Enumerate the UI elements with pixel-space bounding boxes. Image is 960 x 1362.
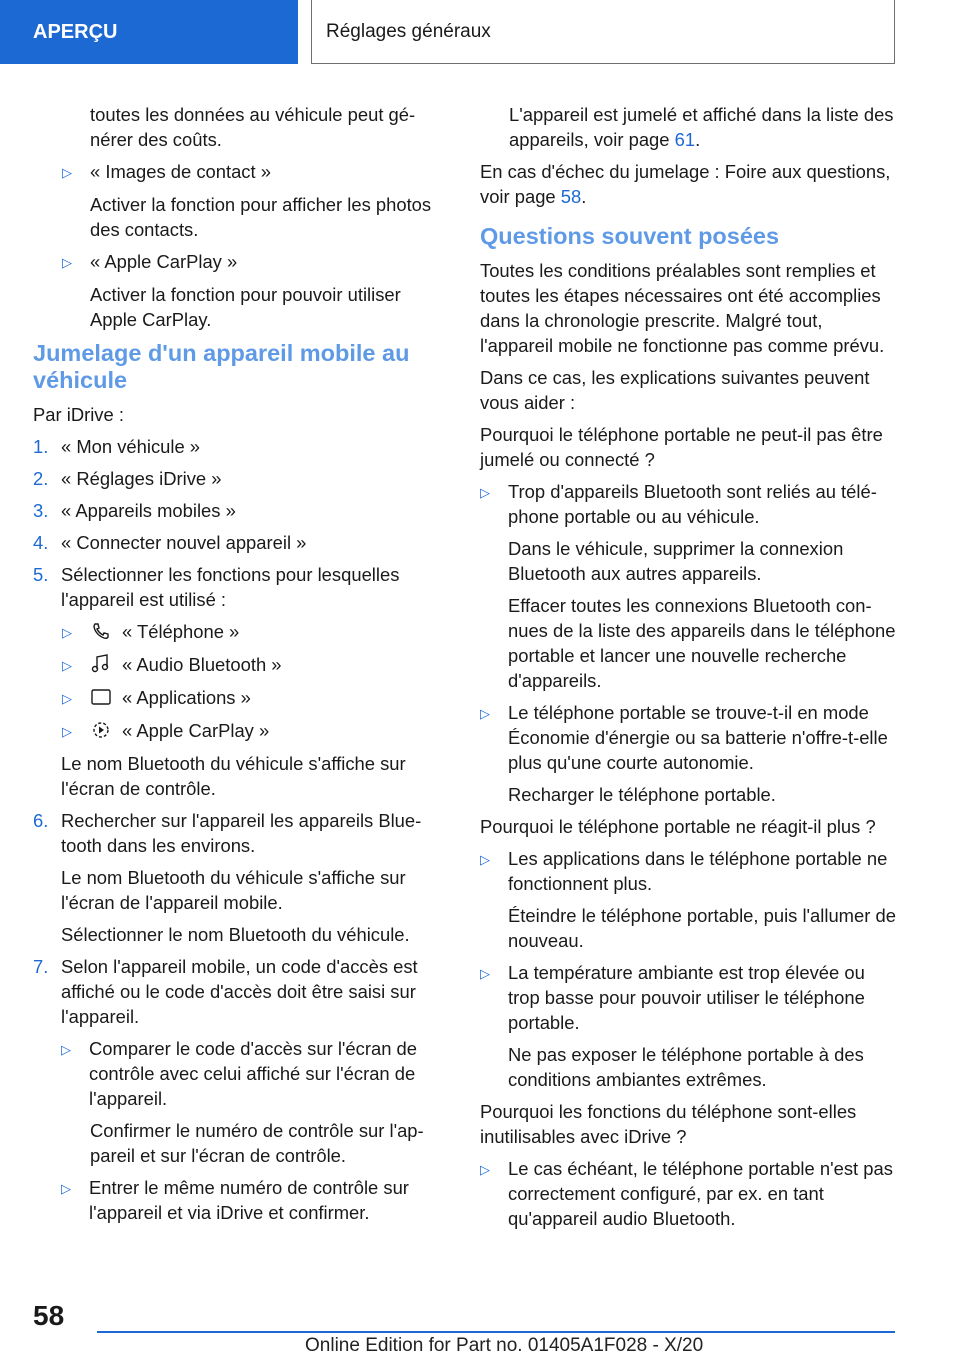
answer-detail: Ne pas exposer le téléphone portable à des conditions ambiantes extrêmes. bbox=[508, 1044, 864, 1090]
option-title: « Images de contact » bbox=[90, 161, 271, 182]
footer-rule bbox=[97, 1331, 895, 1333]
music-note-icon bbox=[90, 654, 116, 674]
function-item-applications bbox=[33, 685, 451, 711]
page-number: 58 bbox=[33, 1300, 65, 1331]
bullet-triangle-icon: ▷ bbox=[480, 485, 490, 500]
faq-answer bbox=[480, 1156, 898, 1231]
phone-icon bbox=[90, 621, 116, 641]
answer-text: Trop d'appareils Bluetooth sont reliés au téléphone portable ou au véhicule. bbox=[508, 481, 877, 527]
step-number: 3. bbox=[33, 500, 49, 521]
faq-question: Pourquoi le téléphone portable ne peut-il pas être jumelé ou connecté ? bbox=[480, 424, 883, 470]
bullet-triangle-icon: ▷ bbox=[62, 625, 72, 640]
page-link-58[interactable]: 58 bbox=[560, 186, 582, 207]
step-text: « Mon véhicule » bbox=[61, 436, 201, 457]
bullet-triangle-icon: ▷ bbox=[61, 1181, 71, 1196]
step-number: 4. bbox=[33, 532, 49, 553]
step-item bbox=[33, 434, 451, 459]
bullet-triangle-icon: ▷ bbox=[480, 1162, 490, 1177]
left-column bbox=[33, 102, 451, 1232]
option-title: Comparer le code d'accès sur l'écran de contrôle avec celui affiché sur l'écran de l'appareil. bbox=[89, 1038, 417, 1109]
step-item bbox=[33, 498, 451, 523]
bullet-triangle-icon: ▷ bbox=[62, 255, 72, 270]
function-label: « Téléphone » bbox=[122, 621, 240, 642]
function-item-carplay bbox=[33, 718, 451, 744]
faq-question: Pourquoi le téléphone portable ne réagit-il plus ? bbox=[480, 816, 876, 837]
function-item-audio bbox=[33, 652, 451, 678]
option-title: « Apple CarPlay » bbox=[90, 251, 238, 272]
bullet-triangle-icon: ▷ bbox=[62, 691, 72, 706]
function-item-phone bbox=[33, 619, 451, 645]
answer-text: La température ambiante est trop élevée ou trop basse pour pouvoir utiliser le téléphone portable. bbox=[508, 962, 865, 1033]
step-number: 5. bbox=[33, 564, 49, 585]
step-item bbox=[33, 562, 451, 612]
continued-text: toutes les données au véhicule peut générer des coûts. bbox=[90, 104, 416, 150]
option-description: Activer la fonction pour afficher les photos des contacts. bbox=[90, 194, 432, 240]
bullet-triangle-icon: ▷ bbox=[480, 706, 490, 721]
section-tab-label: APERÇU bbox=[33, 20, 118, 43]
option-apple-carplay bbox=[33, 249, 451, 275]
applications-icon bbox=[90, 687, 116, 707]
punct: . bbox=[695, 129, 701, 150]
bullet-triangle-icon: ▷ bbox=[62, 724, 72, 739]
section-heading-faq: Questions souvent posées bbox=[480, 223, 780, 249]
faq-intro: Toutes les conditions préalables sont remplies et toutes les étapes nécessaires ont été accomplies dans la chronologie prescrite. Malgré tout, l'appareil mobile ne fonctionne pas comme prévu. bbox=[480, 260, 885, 356]
step6-note: Le nom Bluetooth du véhicule s'affiche sur l'écran de l'appareil mobile. bbox=[61, 867, 406, 913]
step-text: Sélectionner les fonctions pour lesquelles l'appareil est utilisé : bbox=[61, 564, 400, 610]
bullet-triangle-icon: ▷ bbox=[62, 658, 72, 673]
section-tab[interactable] bbox=[0, 0, 298, 64]
carplay-icon bbox=[90, 720, 116, 740]
function-label: « Applications » bbox=[122, 687, 251, 708]
chapter-title-label: Réglages généraux bbox=[326, 20, 491, 42]
function-label: « Apple CarPlay » bbox=[122, 720, 270, 741]
footer-edition: Online Edition for Part no. 01405A1F028 - X/20 bbox=[305, 1335, 704, 1356]
answer-detail: Dans le véhicule, supprimer la connexion Bluetooth aux autres appareils. bbox=[508, 538, 844, 584]
answer-detail: Éteindre le téléphone portable, puis l'allumer de nouveau. bbox=[508, 905, 896, 951]
answer-detail: Effacer toutes les connexions Bluetooth connues de la liste des appareils dans le téléphone portable et lancer une nouvelle recherche d'appareils. bbox=[508, 595, 896, 691]
answer-text: Le cas échéant, le téléphone portable n'est pas correctement configuré, par ex. en tant qu'appareil audio Bluetooth. bbox=[508, 1158, 893, 1229]
step-item bbox=[33, 466, 451, 491]
faq-intro: Dans ce cas, les explications suivantes peuvent vous aider : bbox=[480, 367, 870, 413]
right-column bbox=[480, 102, 898, 1238]
bullet-triangle-icon: ▷ bbox=[61, 1042, 71, 1057]
step-item bbox=[33, 530, 451, 555]
step-text: « Réglages iDrive » bbox=[61, 468, 222, 489]
step6-note: Sélectionner le nom Bluetooth du véhicule. bbox=[61, 924, 410, 945]
answer-detail: Recharger le téléphone portable. bbox=[508, 784, 776, 805]
answer-text: Le téléphone portable se trouve-t-il en mode Économie d'énergie ou sa batterie n'offre-t-elle plus qu'une courte autonomie. bbox=[508, 702, 888, 773]
faq-answer bbox=[480, 700, 898, 775]
step-number: 6. bbox=[33, 810, 49, 831]
punct: . bbox=[581, 186, 587, 207]
option-title: Entrer le même numéro de contrôle sur l'appareil et via iDrive et confirmer. bbox=[89, 1177, 409, 1223]
section-heading-pairing: Jumelage d'un appareil mobile au véhicule bbox=[33, 340, 410, 393]
step-number: 1. bbox=[33, 436, 49, 457]
paired-text bbox=[480, 102, 898, 152]
option-images-contact bbox=[33, 159, 451, 185]
page-link-61[interactable]: 61 bbox=[674, 129, 696, 150]
step-text: « Appareils mobiles » bbox=[61, 500, 236, 521]
bullet-triangle-icon: ▷ bbox=[62, 165, 72, 180]
bullet-triangle-icon: ▷ bbox=[480, 852, 490, 867]
option-description: Activer la fonction pour pouvoir utiliser Apple CarPlay. bbox=[90, 284, 401, 330]
function-label: « Audio Bluetooth » bbox=[122, 654, 282, 675]
failure-text-body: En cas d'échec du jumelage : Foire aux questions, voir page bbox=[480, 161, 891, 207]
step-text: Selon l'appareil mobile, un code d'accès est affiché ou le code d'accès doit être saisi sur l'appareil. bbox=[61, 956, 418, 1027]
step7-option bbox=[33, 1036, 451, 1111]
step-number: 2. bbox=[33, 468, 49, 489]
faq-answer bbox=[480, 479, 898, 529]
step-text: « Connecter nouvel appareil » bbox=[61, 532, 307, 553]
step-item bbox=[33, 954, 451, 1029]
option-description: Confirmer le numéro de contrôle sur l'appareil et sur l'écran de contrôle. bbox=[90, 1120, 424, 1166]
faq-question: Pourquoi les fonctions du téléphone sont-elles inutilisables avec iDrive ? bbox=[480, 1101, 857, 1147]
failure-text bbox=[480, 159, 898, 209]
step-item bbox=[33, 808, 451, 858]
step-number: 7. bbox=[33, 956, 49, 977]
faq-answer bbox=[480, 960, 898, 1035]
step5-note: Le nom Bluetooth du véhicule s'affiche sur l'écran de contrôle. bbox=[61, 753, 406, 799]
answer-text: Les applications dans le téléphone portable ne fonctionnent plus. bbox=[508, 848, 888, 894]
intro-text: Par iDrive : bbox=[33, 404, 124, 425]
bullet-triangle-icon: ▷ bbox=[480, 966, 490, 981]
step7-option bbox=[33, 1175, 451, 1225]
step-text: Rechercher sur l'appareil les appareils Bluetooth dans les environs. bbox=[61, 810, 422, 856]
paired-text-body: L'appareil est jumelé et affiché dans la liste des appareils, voir page bbox=[509, 104, 894, 150]
chapter-title bbox=[311, 0, 895, 64]
faq-answer bbox=[480, 846, 898, 896]
